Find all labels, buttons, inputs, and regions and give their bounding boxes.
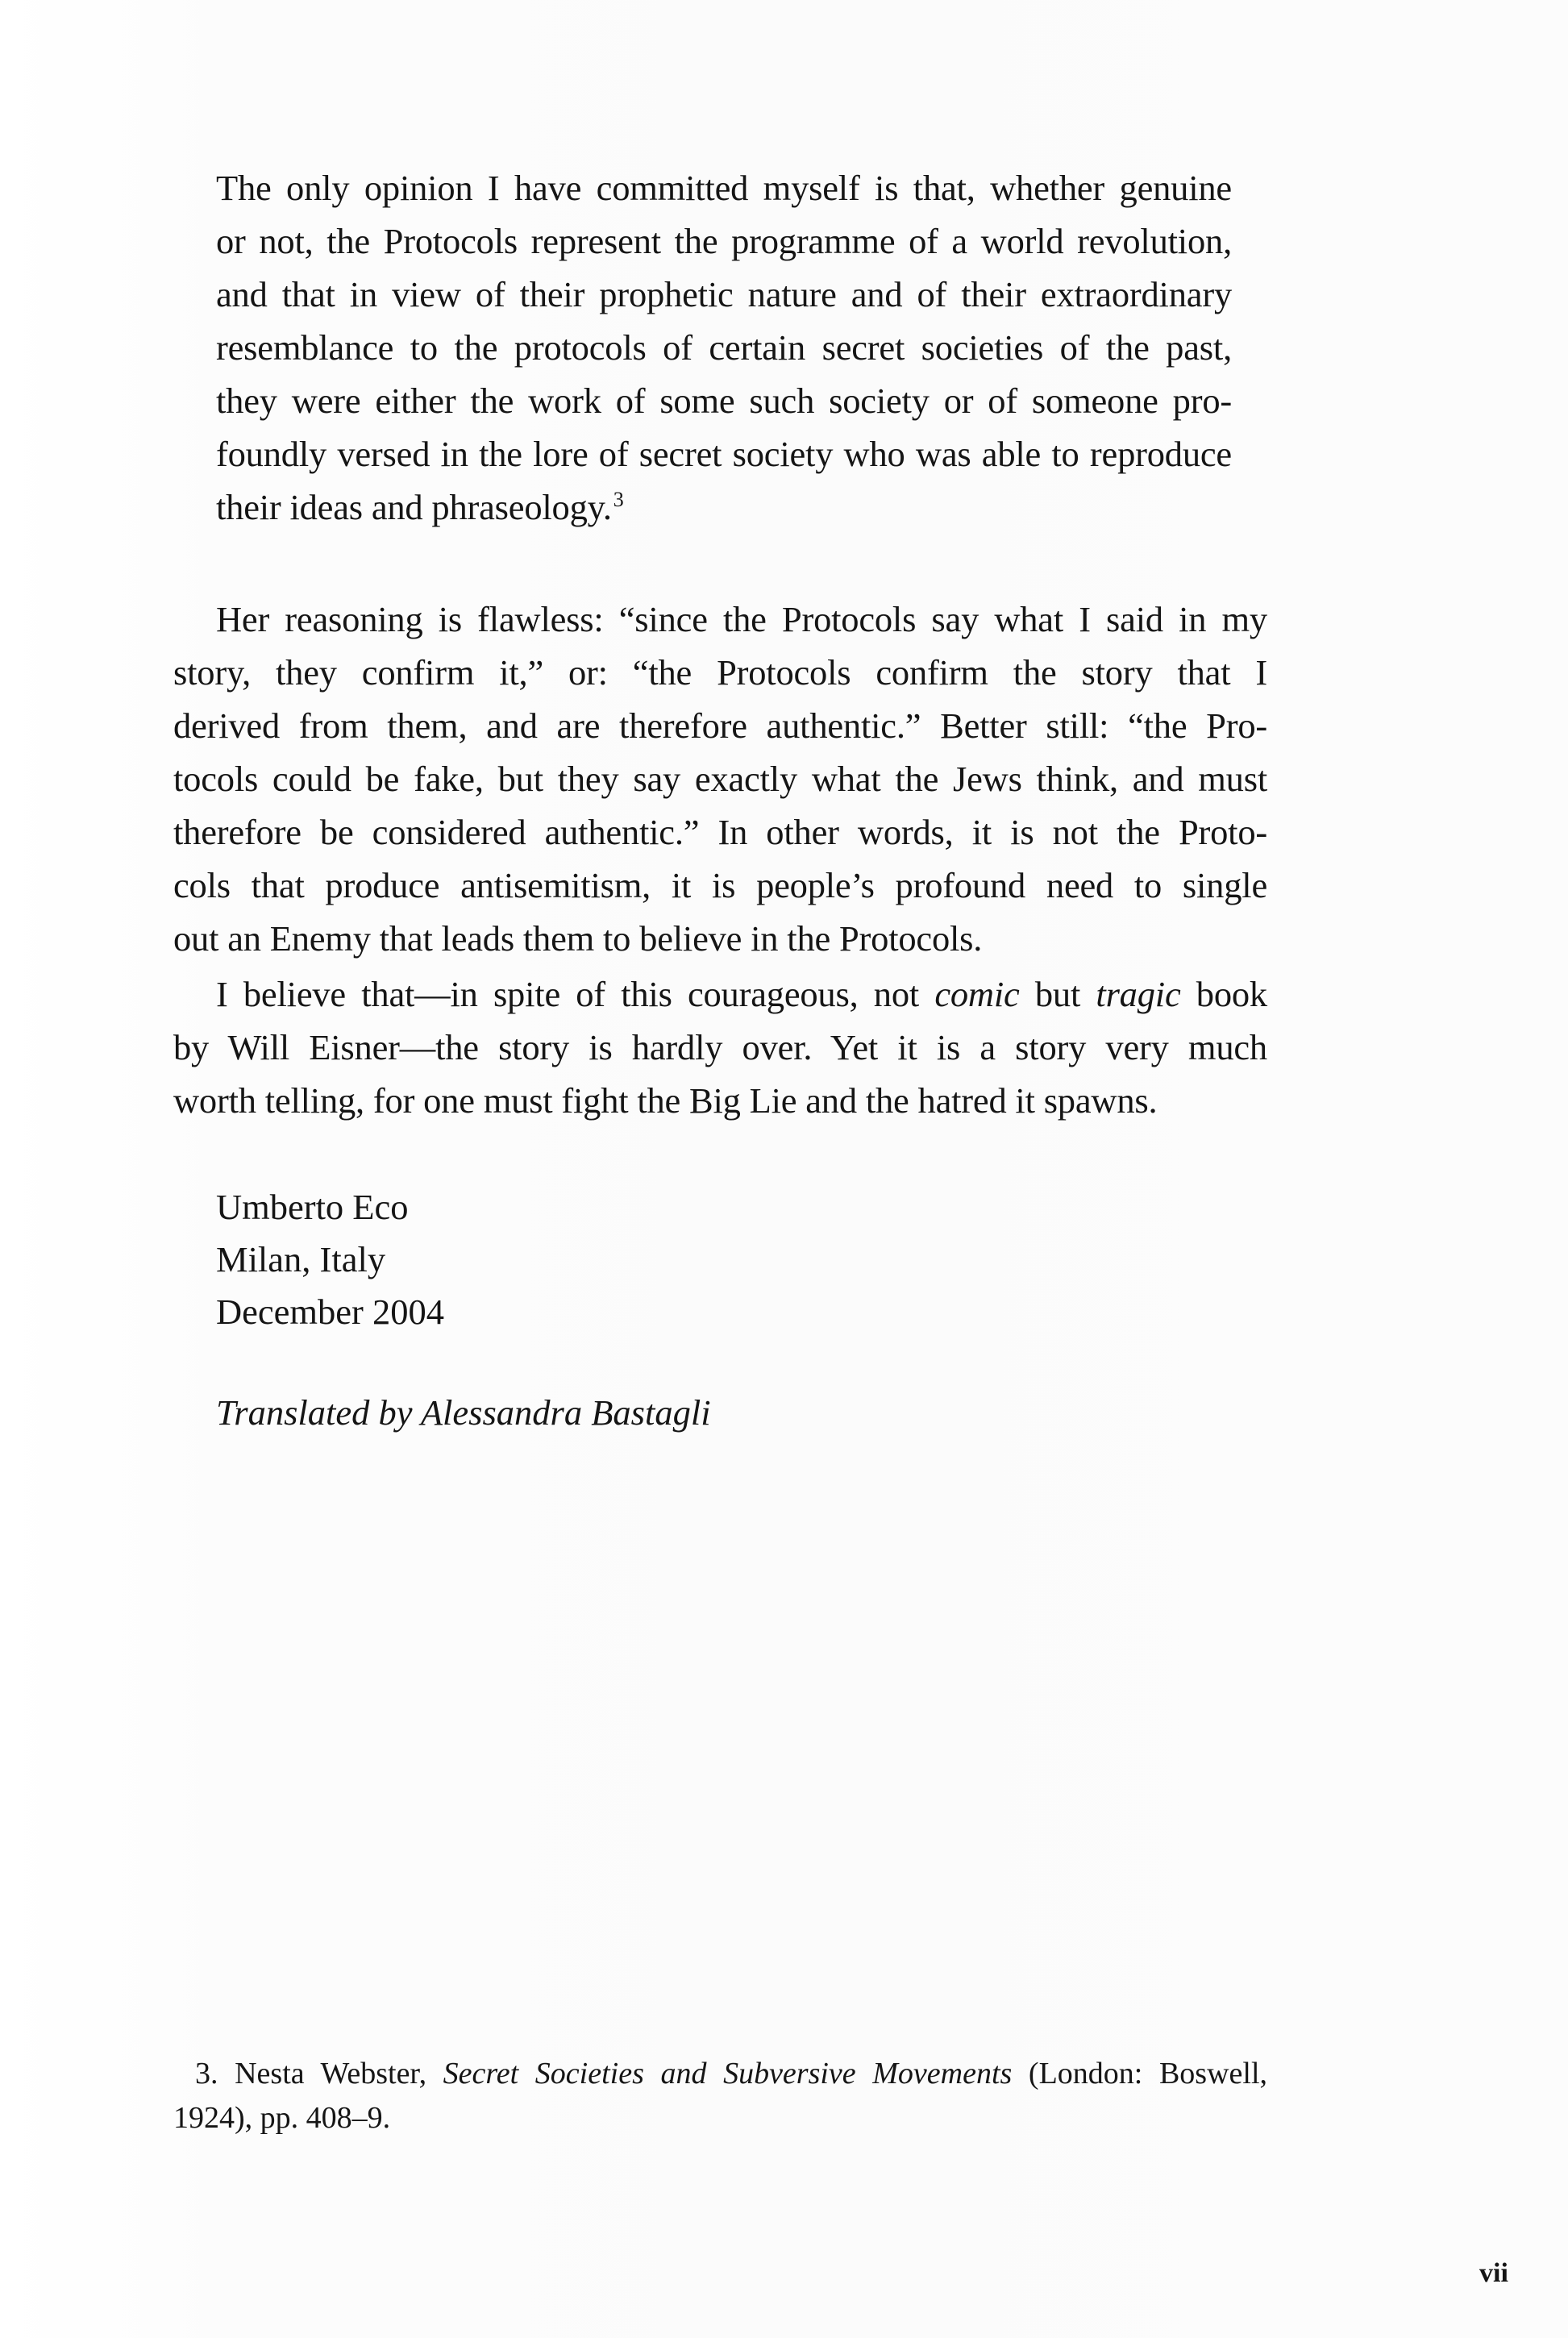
footnote-title: Secret Societies and Subversive Movements (443, 2057, 1013, 2090)
italic-comic: comic (934, 974, 1020, 1014)
quote-line-text: their ideas and phraseology. (216, 487, 612, 527)
footnote-number: 3. (195, 2057, 218, 2090)
italic-tragic: tragic (1096, 974, 1181, 1014)
quote-line: or not, the Protocols represent the programme of a world revolution, (216, 221, 1232, 261)
footnote-line-1 (173, 2052, 1267, 2096)
quote-line-last (216, 480, 1232, 539)
body-line: tocols could be fake, but they say exactly what the Jews think, and must (173, 759, 1267, 799)
footnote (173, 2052, 1267, 2140)
page-number: vii (1479, 2258, 1508, 2288)
footnote-author: Nesta Webster, (218, 2057, 443, 2090)
footnote-reference[interactable]: 3 (613, 488, 624, 511)
signature-place: Milan, Italy (216, 1239, 386, 1279)
signature-author: Umberto Eco (216, 1187, 409, 1227)
body-paragraph-2 (173, 967, 1267, 1127)
footnote-publisher: (London: Boswell, (1012, 2057, 1267, 2090)
body-line-with-italics (173, 967, 1267, 1021)
body-line: cols that produce antisemitism, it is people’s profound need to single (173, 865, 1267, 905)
body-line: out an Enemy that leads them to believe in the Protocols. (173, 918, 983, 959)
text-run: book (1180, 974, 1267, 1014)
text-run: but (1019, 974, 1096, 1014)
footnote-line-2: 1924), pp. 408–9. (173, 2101, 391, 2135)
quote-line: and that in view of their prophetic nature and of their extraordinary (216, 274, 1232, 314)
body-line: Her reasoning is flawless: “since the Protocols say what I said in my (216, 599, 1267, 639)
quote-line: they were either the work of some such society or of someone pro- (216, 381, 1232, 421)
translator-credit: Translated by Alessandra Bastagli (216, 1392, 711, 1433)
quote-line: resemblance to the protocols of certain secret societies of the past, (216, 327, 1232, 368)
body-line: worth telling, for one must fight the Big Lie and the hatred it spawns. (173, 1080, 1158, 1121)
text-run: I believe that—in spite of this courageous, not (216, 974, 935, 1014)
signature-block (216, 1181, 444, 1338)
body-paragraph-1 (173, 593, 1267, 965)
quote-line: The only opinion I have committed myself is that, whether genuine (216, 168, 1232, 208)
signature-date: December 2004 (216, 1292, 444, 1332)
body-line: therefore be considered authentic.” In other words, it is not the Proto- (173, 812, 1267, 852)
block-quote (216, 161, 1232, 539)
body-line: story, they confirm it,” or: “the Protocols confirm the story that I (173, 652, 1267, 693)
quote-line: foundly versed in the lore of secret society who was able to reproduce (216, 434, 1232, 474)
body-line: by Will Eisner—the story is hardly over. Yet it is a story very much (173, 1027, 1267, 1067)
body-line: derived from them, and are therefore authentic.” Better still: “the Pro- (173, 705, 1267, 746)
